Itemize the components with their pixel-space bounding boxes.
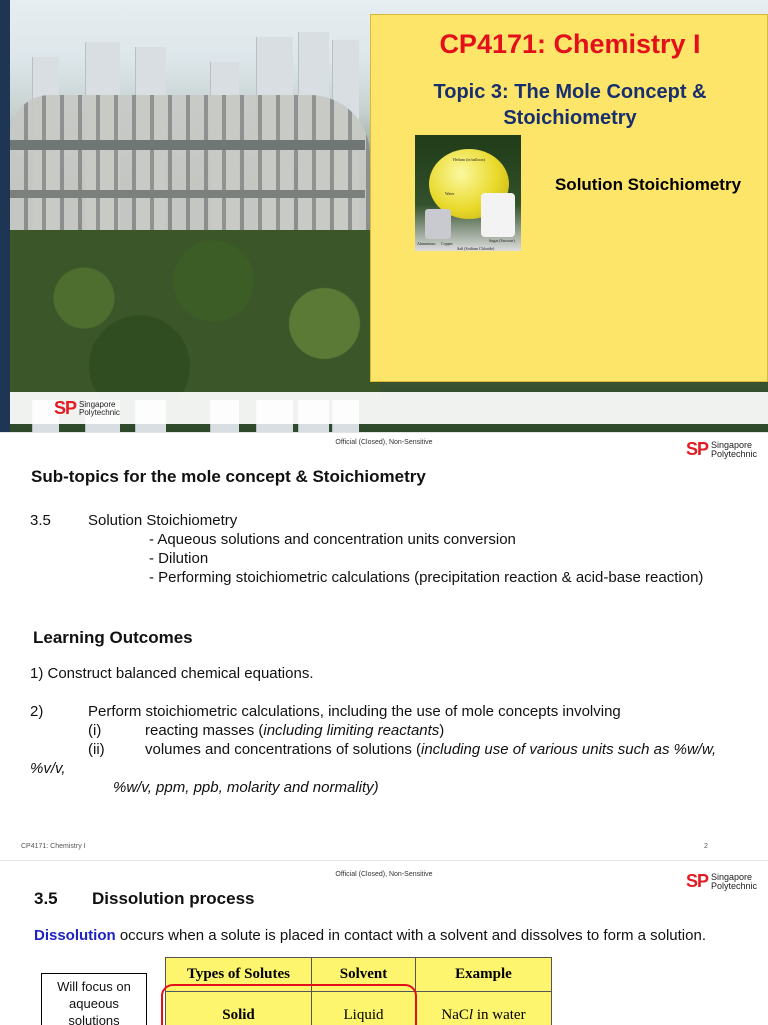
outcome-sub-wrap: %v/v, bbox=[30, 760, 66, 777]
sugar-sample-image bbox=[481, 193, 515, 237]
photo-trees bbox=[10, 230, 380, 400]
slide-edge-bar bbox=[0, 0, 10, 432]
dissolution-slide bbox=[0, 860, 768, 1025]
solvent-cell: Liquid bbox=[312, 992, 416, 1025]
footer-course: CP4171: Chemistry I bbox=[21, 843, 86, 850]
outcome-sub-text: ) bbox=[439, 722, 444, 739]
title-footer-bar bbox=[10, 392, 768, 424]
classification-label: Official (Closed), Non-Sensitive bbox=[0, 439, 768, 446]
sp-logo-mark: SP bbox=[54, 398, 76, 419]
outcome-sub-label: (i) bbox=[88, 722, 101, 739]
section-number: 3.5 bbox=[34, 889, 92, 909]
solution-illustration bbox=[415, 135, 521, 251]
sp-logo bbox=[54, 398, 120, 419]
sp-logo-line: Singapore bbox=[79, 401, 120, 409]
aluminium-sample-image bbox=[425, 209, 451, 239]
page-number: 2 bbox=[704, 843, 708, 850]
title-slide bbox=[0, 0, 768, 432]
sp-logo bbox=[686, 439, 757, 460]
outcome-sub-emphasis: including use of various units such as %w/w, bbox=[421, 741, 716, 758]
sp-logo-text bbox=[79, 401, 120, 417]
example-text: in water bbox=[473, 1007, 525, 1023]
slide-heading: Sub-topics for the mole concept & Stoichiometry bbox=[31, 467, 426, 487]
slide-heading bbox=[34, 889, 254, 909]
sp-logo-line: Polytechnic bbox=[79, 409, 120, 417]
learning-outcome-2-number: 2) bbox=[30, 703, 43, 720]
illustration-label: Helium (in balloon) bbox=[453, 157, 485, 162]
subtopic-item: - Performing stoichiometric calculations (precipitation reaction & acid-base reaction) bbox=[149, 569, 703, 586]
column-header: Solvent bbox=[312, 958, 416, 992]
subtopic-item: - Dilution bbox=[149, 550, 208, 567]
outcome-sub-text: reacting masses ( bbox=[145, 722, 263, 739]
focus-note-box bbox=[41, 973, 147, 1025]
dissolution-definition bbox=[34, 927, 706, 944]
learning-outcome-2: Perform stoichiometric calculations, including the use of mole concepts involving bbox=[88, 703, 621, 720]
sp-logo-line: Singapore bbox=[711, 873, 757, 882]
learning-outcomes-heading: Learning Outcomes bbox=[33, 628, 193, 648]
subtopic-item: - Aqueous solutions and concentration units conversion bbox=[149, 531, 516, 548]
illustration-label: Sugar (Sucrose) bbox=[489, 238, 515, 243]
sp-logo-line: Singapore bbox=[711, 441, 757, 450]
focus-note-line: solutions bbox=[42, 1012, 146, 1025]
solute-cell: Solid bbox=[166, 992, 312, 1025]
illustration-label: Copper bbox=[441, 241, 453, 246]
sp-logo bbox=[686, 871, 757, 892]
topic-title bbox=[381, 79, 759, 131]
sp-logo-line: Polytechnic bbox=[711, 882, 757, 891]
sp-logo-text bbox=[711, 441, 757, 459]
heading-text: Dissolution process bbox=[92, 889, 254, 908]
sp-logo-mark: SP bbox=[686, 871, 708, 892]
section-title: Solution Stoichiometry bbox=[88, 512, 237, 529]
sp-logo-text bbox=[711, 873, 757, 891]
outcome-sub-emphasis: including limiting reactants bbox=[263, 722, 439, 739]
sp-logo-mark: SP bbox=[686, 439, 708, 460]
dissolution-term: Dissolution bbox=[34, 927, 116, 944]
example-italic: l bbox=[469, 1007, 473, 1023]
outcome-sub-continuation: %w/v, ppm, ppb, molarity and normality) bbox=[113, 779, 379, 796]
subtopics-slide bbox=[0, 432, 768, 861]
highlight-outline bbox=[161, 984, 417, 1025]
photo-stadium-band bbox=[10, 140, 365, 150]
outcome-sub-text: volumes and concentrations of solutions ( bbox=[145, 741, 421, 758]
outcome-sub-item bbox=[145, 741, 716, 758]
column-header: Types of Solutes bbox=[166, 958, 312, 992]
definition-text: occurs when a solute is placed in contact with a solvent and dissolves to form a solution. bbox=[116, 927, 706, 944]
photo-stadium-band bbox=[10, 190, 365, 198]
focus-note-line: aqueous bbox=[42, 995, 146, 1012]
classification-label: Official (Closed), Non-Sensitive bbox=[0, 871, 768, 878]
focus-note-line: Will focus on bbox=[42, 978, 146, 995]
subtopic-title: Solution Stoichiometry bbox=[533, 175, 763, 195]
outcome-sub-item bbox=[145, 722, 444, 739]
example-cell bbox=[416, 992, 552, 1025]
topic-title-line: Topic 3: The Mole Concept & bbox=[381, 79, 759, 105]
topic-title-line: Stoichiometry bbox=[381, 105, 759, 131]
illustration-label: Water bbox=[445, 191, 454, 196]
outcome-sub-label: (ii) bbox=[88, 741, 105, 758]
learning-outcome-1: 1) Construct balanced chemical equations. bbox=[30, 665, 314, 682]
illustration-label: Aluminium bbox=[417, 241, 435, 246]
course-title: CP4171: Chemistry I bbox=[371, 29, 768, 60]
column-header: Example bbox=[416, 958, 552, 992]
example-text: NaC bbox=[441, 1007, 469, 1023]
title-panel bbox=[370, 14, 768, 382]
illustration-label: Salt (Sodium Chloride) bbox=[457, 246, 494, 251]
section-number: 3.5 bbox=[30, 512, 51, 529]
sp-logo-line: Polytechnic bbox=[711, 450, 757, 459]
